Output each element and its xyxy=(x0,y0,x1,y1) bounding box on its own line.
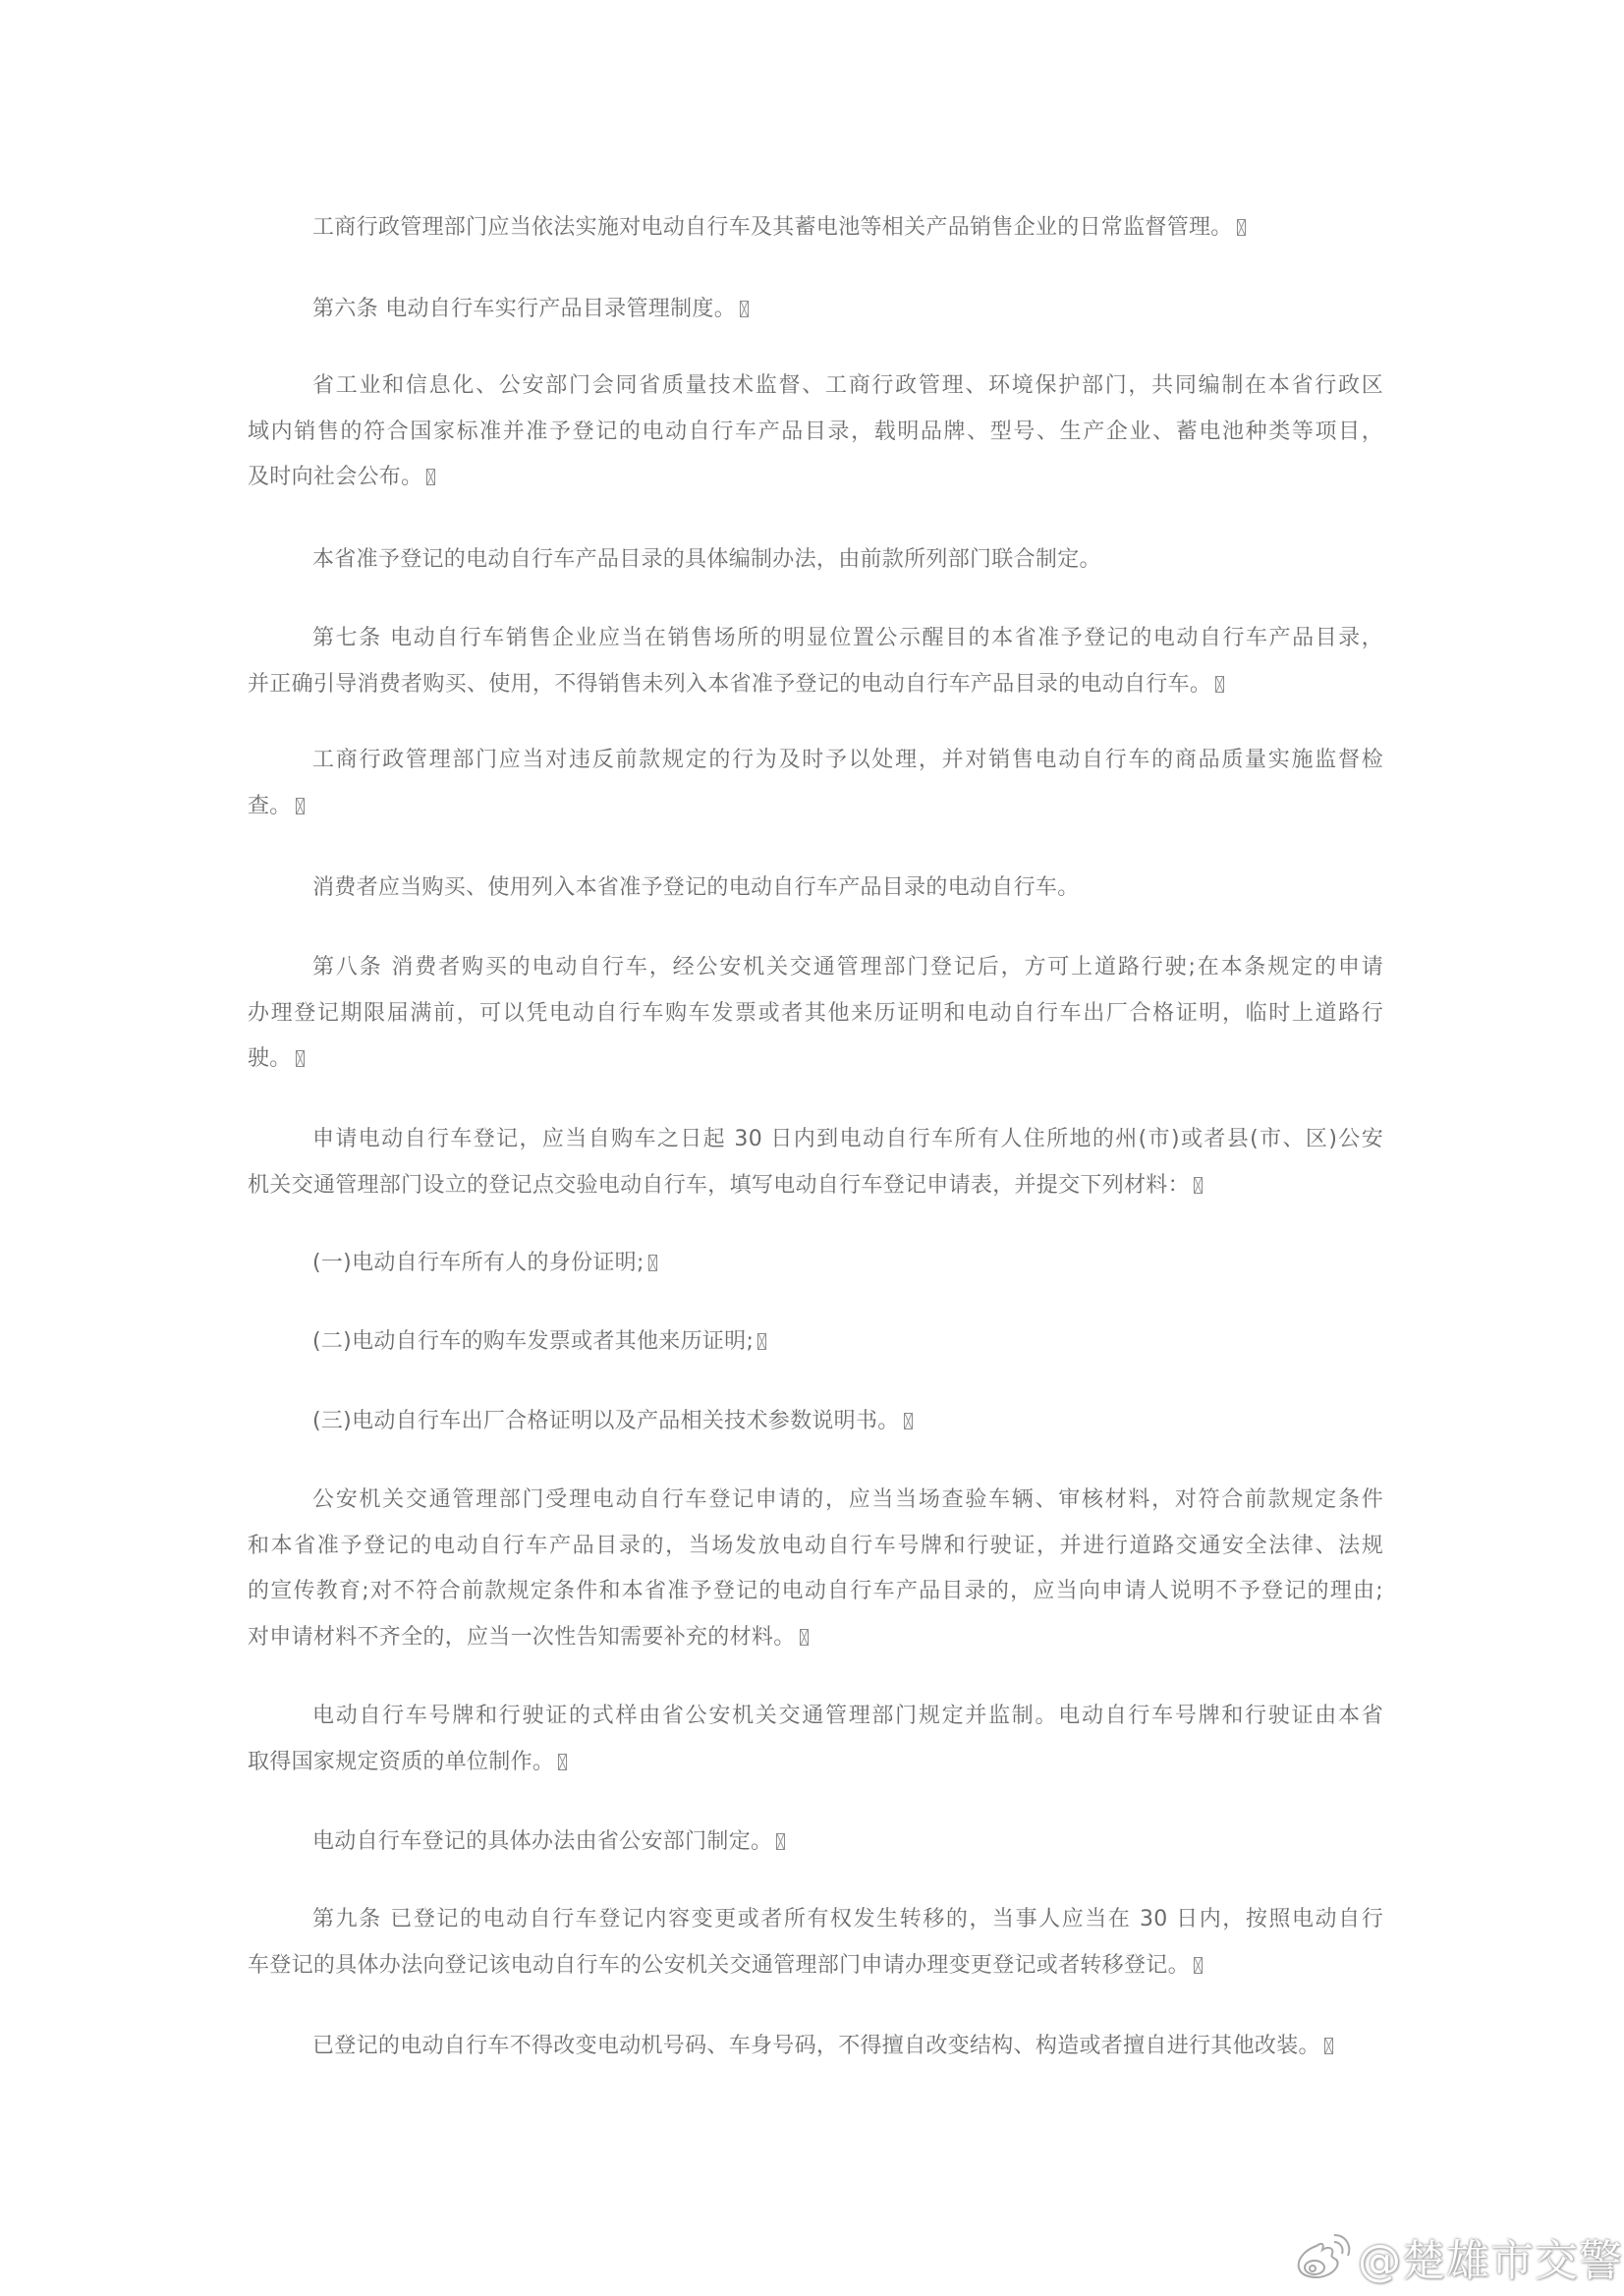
line-text: 电动自行车登记的具体办法由省公安部门制定。 xyxy=(312,1829,773,1854)
line-text: 公安机关交通管理部门受理电动自行车登记申请的，应当当场查验车辆、审核材料，对符合前款规定条件 xyxy=(312,1487,1383,1512)
line-text: 的宣传教育;对不符合前款规定条件和本省准予登记的电动自行车产品目录的，应当向申请人说明不予登记的理由; xyxy=(248,1579,1383,1603)
watermark xyxy=(1295,2228,1623,2285)
line-text: 并正确引导消费者购买、使用，不得销售未列入本省准予登记的电动自行车产品目录的电动自行车。 xyxy=(248,671,1212,697)
paragraph-line xyxy=(312,1249,657,1278)
line-text: 查。 xyxy=(248,793,292,818)
paragraph-line xyxy=(312,1905,1383,1934)
paragraph-line xyxy=(312,1485,1383,1515)
paragraph-line xyxy=(312,953,1383,982)
line-text: (三)电动自行车出厂合格证明以及产品相关技术参数说明书。 xyxy=(312,1409,900,1433)
line-text: 和本省准予登记的电动自行车产品目录的，当场发放电动自行车号牌和行驶证，并进行道路交通安全法律、法规 xyxy=(248,1533,1383,1558)
line-text: (一)电动自行车所有人的身份证明; xyxy=(312,1251,644,1275)
paragraph-line xyxy=(312,624,1383,653)
missing-glyph-icon xyxy=(740,301,749,317)
missing-glyph-icon xyxy=(1194,1177,1203,1194)
line-text: 机关交通管理部门设立的登记点交验电动自行车，填写电动自行车登记申请表，并提交下列材料： xyxy=(248,1172,1190,1198)
paragraph-line xyxy=(312,1827,785,1857)
paragraph-line xyxy=(248,999,1383,1029)
line-text: 工商行政管理部门应当依法实施对电动自行车及其蓄电池等相关产品销售企业的日常监督管理。 xyxy=(312,215,1233,240)
line-text: 第九条 已登记的电动自行车登记内容变更或者所有权发生转移的，当事人应当在 30 日内，按照电动自行 xyxy=(312,1907,1383,1932)
missing-glyph-icon xyxy=(1194,1957,1203,1974)
line-text: 及时向社会公布。 xyxy=(248,465,423,489)
paragraph-line xyxy=(312,1702,1383,1731)
paragraph-line xyxy=(248,1532,1383,1561)
line-text: 第七条 电动自行车销售企业应当在销售场所的明显位置公示醒目的本省准予登记的电动自行车产品目录， xyxy=(312,626,1383,650)
line-text: 消费者应当购买、使用列入本省准予登记的电动自行车产品目录的电动自行车。 xyxy=(312,875,1080,900)
paragraph-line xyxy=(248,1577,1383,1606)
line-text: 省工业和信息化、公安部门会同省质量技术监督、工商行政管理、环境保护部门，共同编制在本省行政区 xyxy=(312,373,1383,398)
paragraph-line xyxy=(312,371,1383,401)
paragraph-line xyxy=(312,295,749,324)
line-text: 办理登记期限届满前，可以凭电动自行车购车发票或者其他来历证明和电动自行车出厂合格证明，临时上道路行 xyxy=(248,1000,1383,1026)
paragraph-line xyxy=(312,1327,766,1357)
paragraph-line xyxy=(248,1171,1203,1201)
line-text: 取得国家规定资质的单位制作。 xyxy=(248,1749,555,1774)
missing-glyph-icon xyxy=(296,1050,305,1067)
paragraph-line xyxy=(248,1623,809,1652)
line-text: 电动自行车号牌和行驶证的式样由省公安机关交通管理部门规定并监制。电动自行车号牌和行驶证由本省 xyxy=(312,1704,1383,1728)
paragraph-line xyxy=(248,670,1224,700)
paragraph-line xyxy=(248,418,1383,447)
missing-glyph-icon xyxy=(1237,219,1246,236)
paragraph-line xyxy=(248,1951,1203,1981)
missing-glyph-icon xyxy=(296,798,305,814)
line-text: 驶。 xyxy=(248,1046,292,1071)
watermark-text: @楚雄市交警 xyxy=(1358,2236,1623,2286)
line-text: (二)电动自行车的购车发票或者其他来历证明; xyxy=(312,1329,755,1354)
line-text: 工商行政管理部门应当对违反前款规定的行为及时予以处理，并对销售电动自行车的商品质量实施监督检 xyxy=(312,748,1383,772)
line-text: 对申请材料不齐全的，应当一次性告知需要补充的材料。 xyxy=(248,1624,796,1650)
line-text: 第六条 电动自行车实行产品目录管理制度。 xyxy=(312,297,736,321)
missing-glyph-icon xyxy=(1324,2038,1333,2054)
paragraph-line xyxy=(312,1407,913,1436)
paragraph-line xyxy=(248,1044,305,1074)
missing-glyph-icon xyxy=(757,1333,766,1350)
line-text: 申请电动自行车登记，应当自购车之日起 30 日内到电动自行车所有人住所地的州(市)或者县(市、区)公安 xyxy=(312,1127,1383,1151)
paragraph-line xyxy=(312,2032,1333,2061)
missing-glyph-icon xyxy=(904,1413,913,1429)
line-text: 本省准予登记的电动自行车产品目录的具体编制办法，由前款所列部门联合制定。 xyxy=(312,547,1101,572)
paragraph-line xyxy=(312,213,1246,243)
line-text: 已登记的电动自行车不得改变电动机号码、车身号码，不得擅自改变结构、构造或者擅自进行其他改装。 xyxy=(312,2034,1320,2058)
paragraph-line xyxy=(248,792,305,821)
paragraph-line xyxy=(312,873,1080,903)
paragraph-line xyxy=(312,545,1101,575)
line-text: 第八条 消费者购买的电动自行车，经公安机关交通管理部门登记后，方可上道路行驶;在本条规定的申请 xyxy=(312,955,1383,980)
missing-glyph-icon xyxy=(800,1629,809,1646)
line-text: 车登记的具体办法向登记该电动自行车的公安机关交通管理部门申请办理变更登记或者转移登记。 xyxy=(248,1952,1190,1978)
missing-glyph-icon xyxy=(426,469,435,485)
missing-glyph-icon xyxy=(1215,676,1224,693)
paragraph-line xyxy=(312,746,1383,775)
missing-glyph-icon xyxy=(776,1833,785,1850)
paragraph-line xyxy=(248,463,435,492)
line-text: 域内销售的符合国家标准并准予登记的电动自行车产品目录，载明品牌、型号、生产企业、蓄电池种类等项目， xyxy=(248,419,1383,444)
paragraph-line xyxy=(312,1125,1383,1154)
missing-glyph-icon xyxy=(648,1255,657,1271)
paragraph-line xyxy=(248,1748,567,1777)
weibo-icon xyxy=(1295,2232,1352,2281)
missing-glyph-icon xyxy=(558,1754,567,1770)
